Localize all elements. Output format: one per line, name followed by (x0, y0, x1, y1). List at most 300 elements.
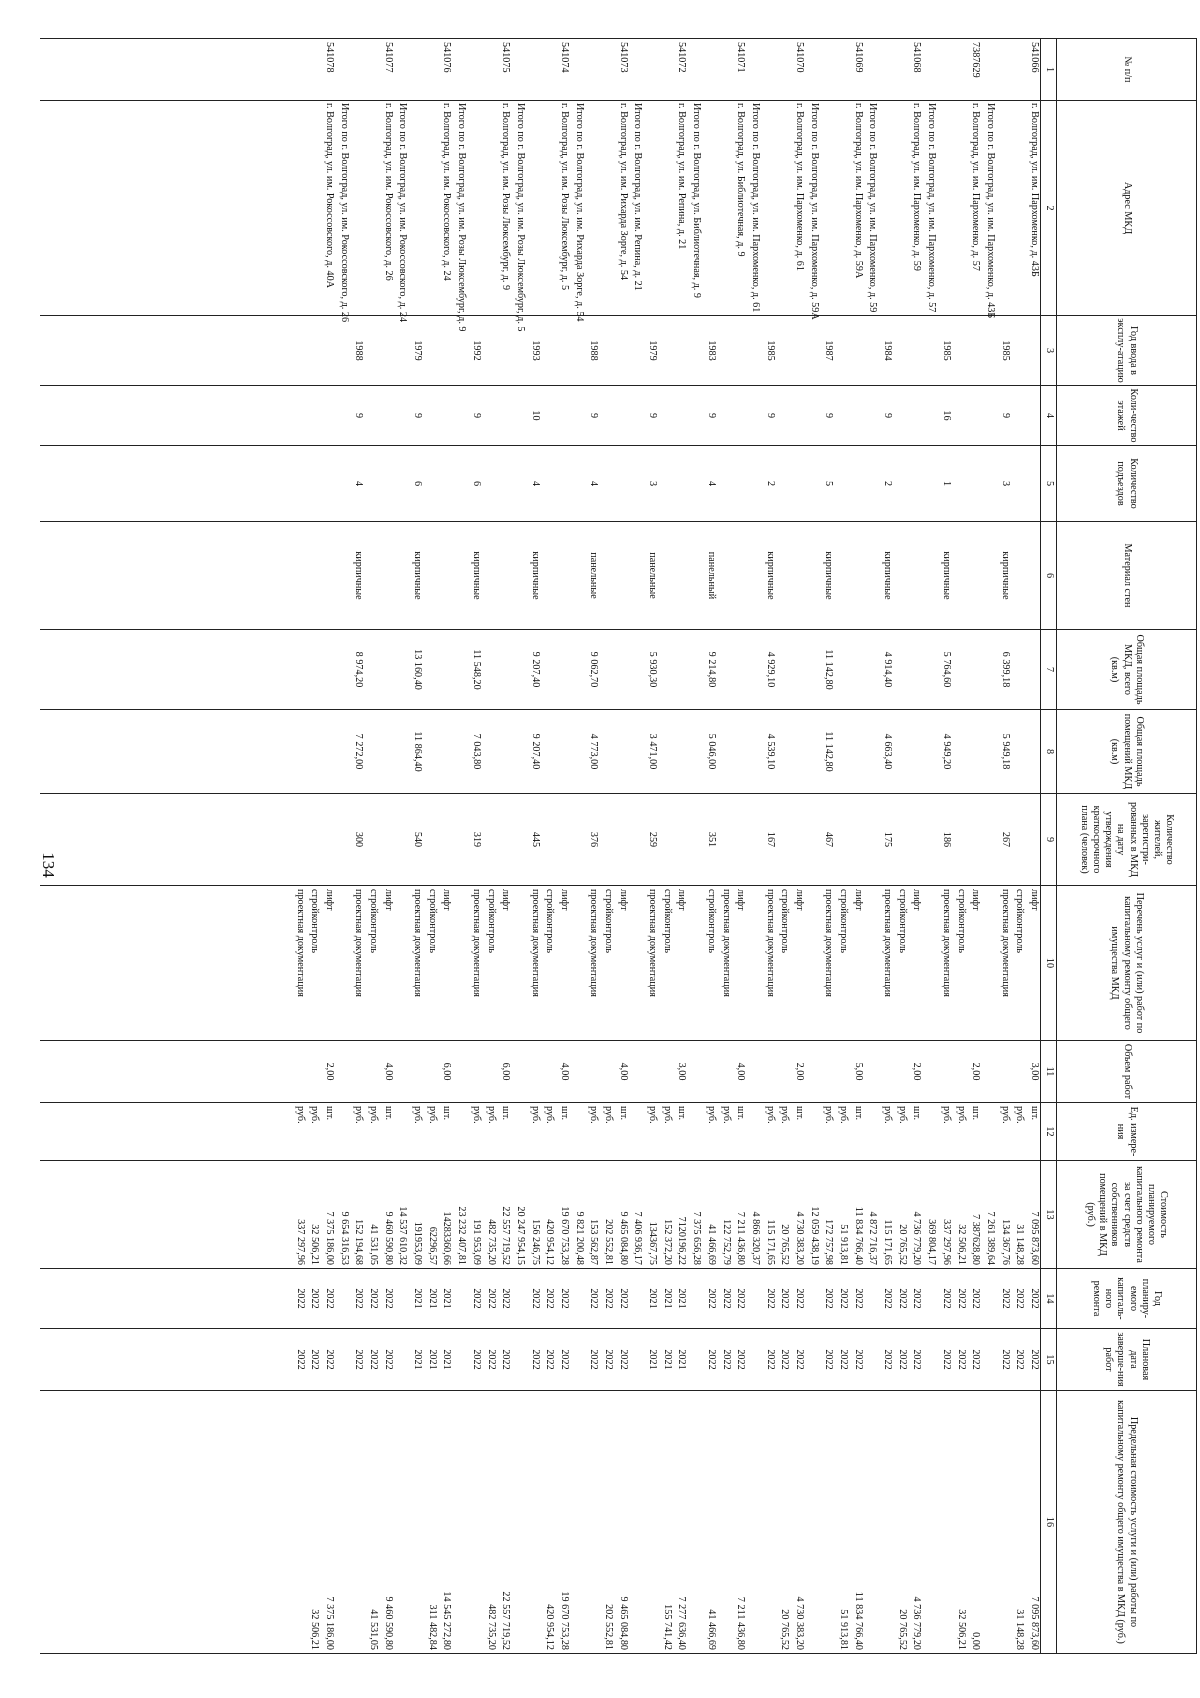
work-volume: 4,00 (617, 1062, 629, 1081)
blank-cell (864, 710, 879, 793)
unit: руб. (1014, 1106, 1026, 1124)
repair-year: 2022 (955, 1288, 967, 1309)
blank-cell (364, 386, 379, 445)
blank-cell (570, 316, 585, 385)
due-year: 2021 (647, 1349, 659, 1370)
year: 1985 (940, 340, 952, 361)
blank-cell (1011, 316, 1026, 385)
blank-cell (864, 386, 879, 445)
blank-cell (805, 522, 820, 629)
blank-cell (923, 316, 938, 385)
due-year: 2022 (588, 1349, 600, 1370)
blank-cell (570, 446, 585, 521)
blank-cell (717, 39, 732, 100)
blank-cell (276, 1041, 291, 1102)
blank-cell (570, 1269, 585, 1328)
blank-cell (776, 710, 791, 793)
limit-cost: 7 277 636,40 (676, 1596, 688, 1650)
blank-cell (276, 1391, 291, 1653)
blank-cell (878, 1041, 893, 1102)
blank-cell (923, 1391, 938, 1653)
work-item: стройконтроль (955, 889, 967, 954)
column-header-7: Общая площадь МКД, всего (кв.м) (1057, 630, 1197, 710)
unit: шт. (735, 1106, 747, 1121)
blank-cell (1011, 1041, 1026, 1102)
blank-cell (864, 630, 879, 709)
limit-cost: 32 506,21 (955, 1609, 967, 1650)
blank-cell (350, 1041, 365, 1102)
column-number-2: 2 (1041, 101, 1057, 316)
blank-cell (893, 710, 908, 793)
blank-cell (599, 386, 614, 445)
blank-cell (834, 316, 849, 385)
blank-cell (453, 794, 468, 885)
column-header-11: Объем работ (1057, 1041, 1197, 1103)
blank-cell (306, 386, 321, 445)
cost: 191 953,09 (470, 1219, 482, 1265)
blank-cell (570, 710, 585, 793)
blank-cell (864, 1269, 879, 1328)
blank-cell (291, 39, 306, 100)
blank-cell (805, 886, 820, 1040)
blank-cell (717, 630, 732, 709)
address: г. Волгоград, ул. им. Пархоменко, д. 57 (970, 103, 982, 271)
unit: шт. (500, 1106, 512, 1121)
blank-cell (849, 316, 864, 385)
blank-cell (570, 794, 585, 885)
residents: 319 (470, 831, 482, 848)
blank-cell (335, 522, 350, 629)
due-year: 2021 (412, 1349, 424, 1370)
floors: 9 (353, 412, 365, 419)
blank-cell (893, 1041, 908, 1102)
blank-cell (746, 630, 761, 709)
work-item: стройконтроль (838, 889, 850, 954)
blank-cell (658, 101, 673, 315)
blank-cell (923, 710, 938, 793)
blank-cell (981, 886, 996, 1040)
blank-cell (864, 316, 879, 385)
limit-cost: 20 765,52 (779, 1609, 791, 1650)
unit: руб. (544, 1106, 556, 1124)
blank-cell (335, 710, 350, 793)
walls: кирпичные (470, 551, 482, 600)
address: г. Волгоград, ул. им. Рокоссовского, д. 26 (382, 103, 394, 281)
blank-cell (364, 522, 379, 629)
blank-cell (599, 522, 614, 629)
limit-cost: 32 506,21 (309, 1609, 321, 1650)
blank-cell (864, 39, 879, 100)
repair-year: 2022 (852, 1288, 864, 1309)
blank-cell (614, 710, 629, 793)
floors: 9 (588, 412, 600, 419)
blank-cell (614, 446, 629, 521)
blank-cell (555, 446, 570, 521)
blank-cell (379, 446, 394, 521)
address: г. Волгоград, ул. им. Репина, д. 21 (676, 103, 688, 250)
limit-cost: 19 670 753,28 (559, 1591, 570, 1650)
column-header-1: № п/п (1057, 39, 1197, 101)
blank-cell (790, 522, 805, 629)
blank-cell (585, 101, 600, 315)
year: 1985 (999, 340, 1011, 361)
blank-cell (526, 101, 541, 315)
total-label: Итого по г. Волгоград, ул. им. Пархоменко, д. 57 (926, 103, 938, 313)
unit: руб. (529, 1106, 541, 1124)
blank-cell (335, 39, 350, 100)
work-item: стройконтроль (1014, 889, 1026, 954)
year: 1988 (588, 340, 600, 361)
due-year: 2022 (823, 1349, 835, 1370)
blank-cell (834, 522, 849, 629)
cost: 156 246,75 (529, 1219, 541, 1265)
blank-cell (864, 794, 879, 885)
repair-year: 2022 (368, 1288, 380, 1309)
blank-cell (981, 446, 996, 521)
blank-cell (379, 386, 394, 445)
work-item: лифт (852, 889, 864, 911)
due-year: 2022 (764, 1349, 776, 1370)
column-body-6 (40, 522, 1041, 630)
year: 1992 (470, 340, 482, 361)
due-year: 2022 (324, 1349, 335, 1370)
blank-cell (893, 39, 908, 100)
column-header-16: Предельная стоимость услуги и (или) работы по капитальному ремонту общего имущества в МКД (руб.) (1057, 1391, 1197, 1654)
blank-cell (658, 794, 673, 885)
blank-cell (306, 794, 321, 885)
column-number-3: 3 (1041, 316, 1057, 386)
column-header-3: Год ввода в эксплу-атацию (1057, 316, 1197, 386)
row-number: 541077 (382, 42, 394, 73)
blank-cell (438, 386, 453, 445)
blank-cell (658, 316, 673, 385)
floors: 9 (412, 412, 424, 419)
column-body-14 (40, 1269, 1041, 1329)
year: 1983 (705, 340, 717, 361)
blank-cell (394, 1329, 409, 1390)
blank-cell (629, 522, 644, 629)
total-label: Итого по г. Волгоград, ул. им. Рихарда Зорге, д. 54 (573, 103, 585, 322)
blank-cell (438, 710, 453, 793)
table-header (1041, 39, 1197, 1654)
blank-cell (276, 886, 291, 1040)
blank-cell (981, 316, 996, 385)
blank-cell (1011, 522, 1026, 629)
blank-cell (511, 630, 526, 709)
work-item: стройконтроль (544, 889, 556, 954)
limit-cost (408, 1391, 423, 1653)
blank-cell (834, 101, 849, 315)
blank-cell (923, 630, 938, 709)
blank-cell (453, 386, 468, 445)
entrances: 2 (882, 480, 894, 487)
blank-cell (394, 316, 409, 385)
blank-cell (746, 1391, 761, 1653)
blank-cell (570, 39, 585, 100)
row-number: 541070 (794, 42, 805, 73)
limit-cost (291, 1391, 306, 1653)
blank-cell (776, 522, 791, 629)
due-year: 2022 (911, 1349, 923, 1370)
blank-cell (834, 446, 849, 521)
work-item: лифт (735, 889, 747, 911)
blank-cell (570, 1103, 585, 1160)
blank-cell (952, 794, 967, 885)
blank-cell (335, 1041, 350, 1102)
blank-cell (717, 386, 732, 445)
blank-cell (423, 522, 438, 629)
area_total: 8 974,20 (353, 651, 365, 688)
blank-cell (673, 630, 688, 709)
blank-cell (335, 386, 350, 445)
blank-cell (394, 1391, 409, 1653)
area_total (291, 630, 306, 709)
blank-cell (541, 522, 556, 629)
total-cost: 23 232 407,81 (456, 1206, 468, 1265)
blank-cell (364, 101, 379, 315)
row-number: 541078 (324, 42, 335, 73)
blank-cell (614, 630, 629, 709)
work-item: лифт (559, 889, 570, 911)
residents: 300 (353, 831, 365, 848)
walls: кирпичные (529, 551, 541, 600)
blank-cell (438, 522, 453, 629)
unit: руб. (647, 1106, 659, 1124)
blank-cell (746, 316, 761, 385)
blank-cell (482, 794, 497, 885)
walls: кирпичные (764, 551, 776, 600)
blank-cell (570, 886, 585, 1040)
year: 1985 (764, 340, 776, 361)
work-item: стройконтроль (603, 889, 615, 954)
blank-cell (408, 39, 423, 100)
area_premises: 5 949,18 (999, 733, 1011, 770)
due-year: 2022 (1029, 1349, 1040, 1370)
blank-cell (820, 101, 835, 315)
column-number-12: 12 (1041, 1103, 1057, 1161)
blank-cell (776, 386, 791, 445)
blank-cell (364, 710, 379, 793)
total-label: Итого по г. Волгоград, ул. им. Розы Люксембург, д. 5 (514, 103, 526, 332)
blank-cell (658, 522, 673, 629)
area_premises (291, 710, 306, 793)
address: г. Волгоград, ул. им. Пархоменко, д. 59А (852, 103, 864, 279)
blank-cell (1025, 794, 1040, 885)
blank-cell (952, 316, 967, 385)
blank-cell (893, 522, 908, 629)
blank-cell (967, 794, 982, 885)
row-number: 541076 (441, 42, 453, 73)
blank-cell (276, 1103, 291, 1160)
limit-cost (643, 1391, 658, 1653)
column-body-1 (40, 39, 1041, 101)
address: г. Волгоград, ул. им. Рокоссовского, д. 24 (441, 103, 453, 281)
work-item: проектная документация (588, 889, 600, 997)
entrances: 4 (529, 480, 541, 487)
due-year: 2022 (955, 1349, 967, 1370)
blank-cell (276, 39, 291, 100)
column-body-7 (40, 630, 1041, 710)
work-volume: 6,00 (441, 1062, 453, 1081)
cost: 337 297,96 (294, 1219, 306, 1265)
work-item: стройконтроль (309, 889, 321, 954)
work-item: лифт (441, 889, 453, 911)
work-item: лифт (911, 889, 923, 911)
limit-cost: 7 095 873,60 (1029, 1596, 1040, 1650)
work-item: лифт (500, 889, 512, 911)
blank-cell (511, 386, 526, 445)
blank-cell (335, 630, 350, 709)
blank-cell (276, 1329, 291, 1390)
blank-cell (688, 39, 703, 100)
entrances: 4 (588, 480, 600, 487)
total-label (276, 101, 291, 315)
blank-cell (423, 1041, 438, 1102)
blank-cell (306, 101, 321, 315)
blank-cell (364, 630, 379, 709)
blank-cell (394, 446, 409, 521)
blank-cell (746, 1269, 761, 1328)
year (291, 316, 306, 385)
total-label: Итого по г. Волгоград, ул. им. Розы Люксембург, д. 9 (456, 103, 468, 332)
blank-cell (864, 1041, 879, 1102)
limit-cost (526, 1391, 541, 1653)
walls: кирпичные (999, 551, 1011, 600)
blank-cell (952, 710, 967, 793)
repair-year: 2022 (882, 1288, 894, 1309)
blank-cell (805, 1329, 820, 1390)
blank-cell (497, 630, 512, 709)
blank-cell (614, 386, 629, 445)
due-year: 2022 (603, 1349, 615, 1370)
cost: 420 954,12 (544, 1219, 556, 1265)
blank-cell (643, 101, 658, 315)
address: г. Волгоград, ул. Библиотечная, д. 9 (735, 103, 747, 257)
due-year: 2022 (838, 1349, 850, 1370)
blank-cell (688, 386, 703, 445)
repair-year: 2022 (705, 1288, 717, 1309)
blank-cell (893, 794, 908, 885)
work-volume: 4,00 (382, 1062, 394, 1081)
blank-cell (438, 630, 453, 709)
entrances: 1 (940, 480, 952, 487)
blank-cell (967, 522, 982, 629)
cost: 19 670 753,28 (559, 1206, 570, 1265)
due-year: 2022 (779, 1349, 791, 1370)
cost: 32 506,21 (955, 1224, 967, 1265)
blank-cell (967, 386, 982, 445)
total-label: Итого по г. Волгоград, ул. им. Пархоменко, д. 61 (749, 103, 761, 313)
blank-cell (1011, 446, 1026, 521)
column-header-14: Год планиру-емого капиталь-ного ремонта (1057, 1269, 1197, 1329)
blank-cell (614, 794, 629, 885)
blank-cell (908, 630, 923, 709)
due-year: 2022 (294, 1349, 306, 1370)
unit: шт. (617, 1106, 629, 1121)
blank-cell (688, 1269, 703, 1328)
blank-cell (746, 1041, 761, 1102)
blank-cell (276, 794, 291, 885)
blank-cell (805, 446, 820, 521)
blank-cell (864, 1391, 879, 1653)
column-number-5: 5 (1041, 446, 1057, 522)
unit: шт. (441, 1106, 453, 1121)
blank-cell (908, 710, 923, 793)
blank-cell (364, 39, 379, 100)
blank-cell (1011, 794, 1026, 885)
blank-cell (805, 1391, 820, 1653)
blank-cell (599, 316, 614, 385)
column-number-14: 14 (1041, 1269, 1057, 1329)
column-header-12: Ед. измере-ния (1057, 1103, 1197, 1161)
cost: 115 171,65 (764, 1219, 776, 1265)
blank-cell (688, 710, 703, 793)
cost: 153 562,87 (588, 1219, 600, 1265)
blank-cell (511, 794, 526, 885)
residents: 376 (588, 831, 600, 848)
repair-year: 2022 (838, 1288, 850, 1309)
due-year: 2022 (970, 1349, 982, 1370)
repair-year: 2022 (779, 1288, 791, 1309)
work-volume: 2,00 (794, 1062, 805, 1081)
total-label: Итого по г. Волгоград, ул. им. Пархоменко, д. 59 (867, 103, 879, 313)
blank-cell (629, 630, 644, 709)
blank-cell (394, 1269, 409, 1328)
due-year: 2022 (794, 1349, 805, 1370)
cost: 31 148,28 (1014, 1224, 1026, 1265)
blank-cell (820, 39, 835, 100)
column-number-1: 1 (1041, 39, 1057, 101)
unit: руб. (661, 1106, 673, 1124)
blank-cell (688, 1041, 703, 1102)
repair-year: 2022 (823, 1288, 835, 1309)
blank-cell (776, 316, 791, 385)
repair-year: 2022 (764, 1288, 776, 1309)
address: г. Волгоград, ул. им. Розы Люксембург, д. 5 (559, 103, 570, 291)
work-item: стройконтроль (485, 889, 497, 954)
cost: 7 387628,80 (970, 1214, 982, 1265)
blank-cell (981, 1041, 996, 1102)
area_premises: 11 142,80 (823, 731, 835, 772)
column-header-2: Адрес МКД (1057, 101, 1197, 316)
column-number-16: 16 (1041, 1391, 1057, 1654)
total-label: Итого по г. Волгоград, ул. им. Рокоссовского, д. 24 (397, 103, 409, 323)
column-number-6: 6 (1041, 522, 1057, 630)
cost: 134367,75 (647, 1221, 659, 1265)
area_premises: 4 539,10 (764, 733, 776, 770)
area_premises: 4 949,20 (940, 733, 952, 770)
blank-cell (482, 101, 497, 315)
work-volume: 4,00 (559, 1062, 570, 1081)
repair-year: 2022 (999, 1288, 1011, 1309)
blank-cell (291, 1041, 306, 1102)
cost: 4 736 779,20 (911, 1211, 923, 1265)
year: 1979 (647, 340, 659, 361)
blank-cell (629, 386, 644, 445)
work-item: лифт (676, 889, 688, 911)
blank-cell (276, 386, 291, 445)
blank-cell (834, 630, 849, 709)
blank-cell (688, 446, 703, 521)
blank-cell (776, 794, 791, 885)
repair-year: 2022 (735, 1288, 747, 1309)
cost: 51 913,81 (838, 1224, 850, 1265)
cost: 32 506,21 (309, 1224, 321, 1265)
column-number-7: 7 (1041, 630, 1057, 710)
entrances: 4 (353, 480, 365, 487)
blank-cell (981, 1329, 996, 1390)
area_total: 4 914,40 (882, 651, 894, 688)
